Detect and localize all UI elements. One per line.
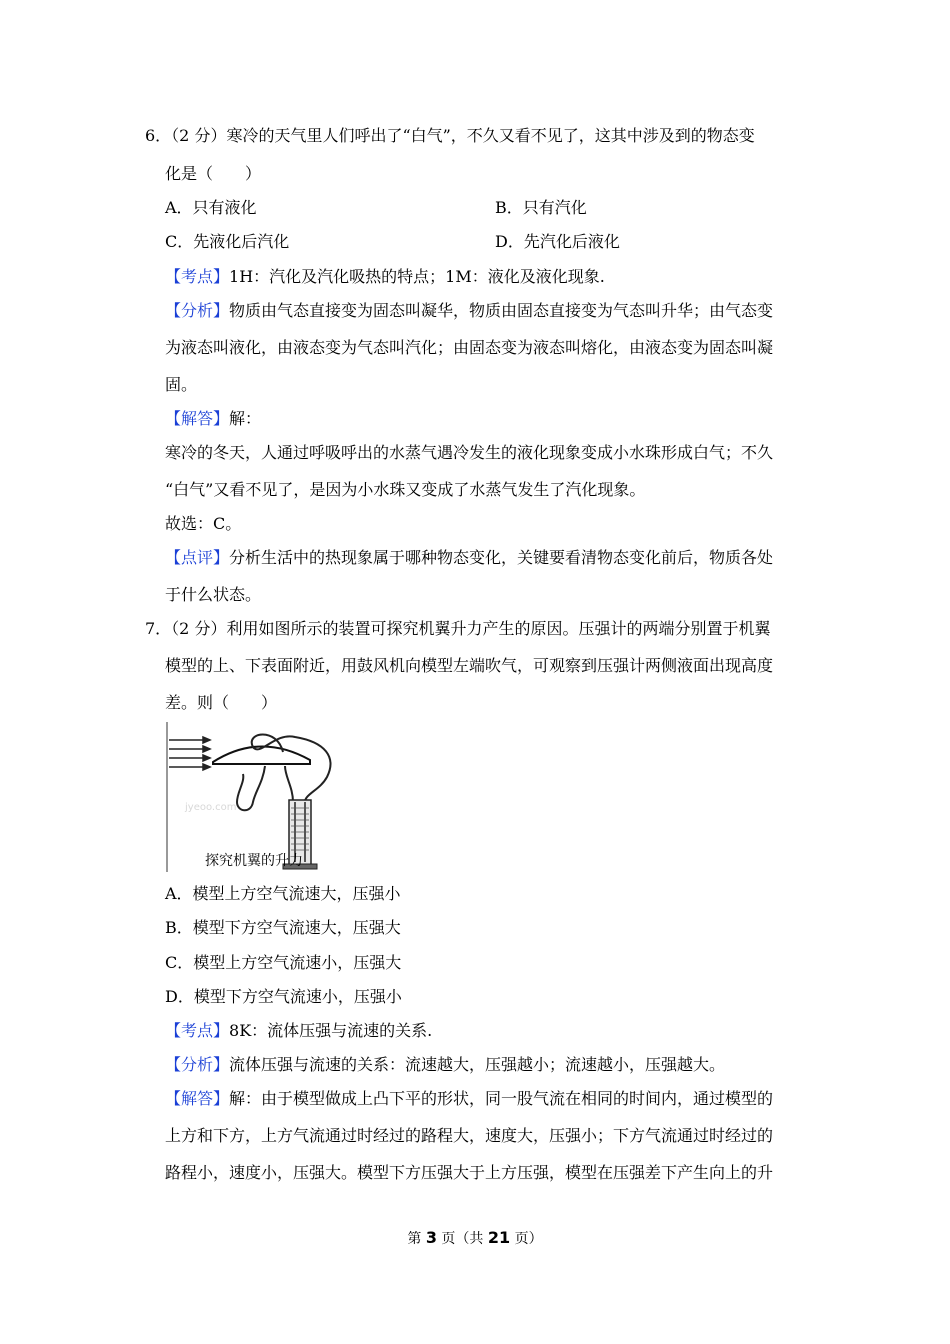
fenxi-tag: 【分析】 <box>165 301 230 320</box>
kaodian-tag: 【考点】 <box>165 1021 230 1040</box>
dianping-text-line1: 分析生活中的热现象属于哪种物态变化，关键要看清物态变化前后，物质各处 <box>229 548 774 567</box>
jieda-text-line1: 解：由于模型做成上凸下平的形状，同一股气流在相同的时间内，通过模型的 <box>229 1089 774 1108</box>
q7-jieda-line2: 上方和下方，上方气流通过时经过的路程大，速度大，压强小；下方气流通过时经过的 <box>165 1126 774 1145</box>
q7-stem-line2: 模型的上、下表面附近，用鼓风机向模型左端吹气，可观察到压强计两侧液面出现高度 <box>165 656 774 675</box>
footer-prefix: 第 <box>407 1231 426 1247</box>
q6-stem-line1: 6．（2 分）寒冷的天气里人们呼出了“白气”，不久又看不见了，这其中涉及到的物态变 <box>145 126 755 145</box>
q6-dianping-line2: 于什么状态。 <box>165 585 262 604</box>
footer-middle: 页（共 <box>436 1231 488 1247</box>
jieda-tag: 【解答】 <box>165 1089 230 1108</box>
fenxi-text-line1: 物质由气态直接变为固态叫凝华，物质由固态直接变为气态叫升华；由气态变 <box>229 301 774 320</box>
q7-jieda <box>165 1088 773 1110</box>
jieda-tag: 【解答】 <box>165 409 230 428</box>
total-pages: 21 <box>487 1228 511 1247</box>
kaodian-text: 8K：流体压强与流速的关系. <box>229 1021 433 1040</box>
q7-option-d: D．模型下方空气流速小，压强小 <box>165 987 402 1006</box>
figure-caption: 探究机翼的升力 <box>205 853 303 869</box>
q6-option-d: D．先汽化后液化 <box>495 232 620 251</box>
q6-option-a: A．只有液化 <box>165 198 257 217</box>
q6-fenxi-line3: 固。 <box>165 375 198 394</box>
airflow-arrows <box>169 737 210 770</box>
fenxi-text: 流体压强与流速的关系：流速越大，压强越小；流速越小，压强越大。 <box>229 1055 726 1074</box>
q6-fenxi-line2: 为液态叫液化，由液态变为气态叫汽化；由固态变为液态叫熔化，由液态变为固态叫凝 <box>165 338 774 357</box>
q7-jieda-line3: 路程小，速度小，压强大。模型下方压强大于上方压强，模型在压强差下产生向上的升 <box>165 1163 774 1182</box>
q6-stem-line2: 化是（ ） <box>165 164 262 183</box>
dianping-tag: 【点评】 <box>165 548 230 567</box>
q6-fenxi <box>165 300 773 322</box>
q6-option-b: B．只有汽化 <box>495 198 587 217</box>
kaodian-tag: 【考点】 <box>165 267 230 286</box>
q6-option-c: C．先液化后汽化 <box>165 232 290 251</box>
q7-option-a: A．模型上方空气流速大，压强小 <box>165 884 401 903</box>
q7-option-b: B．模型下方空气流速大，压强大 <box>165 918 401 937</box>
q7-fenxi <box>165 1054 725 1076</box>
q6-jieda <box>165 408 261 430</box>
q6-answer-line1: 寒冷的冬天，人通过呼吸呼出的水蒸气遇冷发生的液化现象变成小水珠形成白气；不久 <box>165 443 774 462</box>
q6-answer-line2: “白气”又看不见了，是因为小水珠又变成了水蒸气发生了汽化现象。 <box>165 480 646 499</box>
q7-stem-line3: 差。则（ ） <box>165 693 278 712</box>
q7-stem-line1: 7．（2 分）利用如图所示的装置可探究机翼升力产生的原因。压强计的两端分别置于机翼 <box>145 619 771 638</box>
kaodian-text: 1H：汽化及汽化吸热的特点；1M：液化及液化现象. <box>229 267 605 286</box>
jieda-text: 解： <box>229 409 262 428</box>
q7-kaodian <box>165 1020 432 1042</box>
footer-suffix: 页） <box>510 1231 543 1247</box>
fenxi-tag: 【分析】 <box>165 1055 230 1074</box>
q7-option-c: C．模型上方空气流速小，压强大 <box>165 953 402 972</box>
q6-dianping <box>165 547 773 569</box>
page-number: 3 <box>425 1228 437 1247</box>
watermark: jyeoo.com <box>185 802 237 813</box>
wing-lift-figure <box>165 722 345 872</box>
page-footer <box>0 1228 950 1249</box>
q6-choice: 故选：C。 <box>165 514 242 533</box>
lower-tube <box>237 766 265 810</box>
q6-kaodian <box>165 266 605 288</box>
